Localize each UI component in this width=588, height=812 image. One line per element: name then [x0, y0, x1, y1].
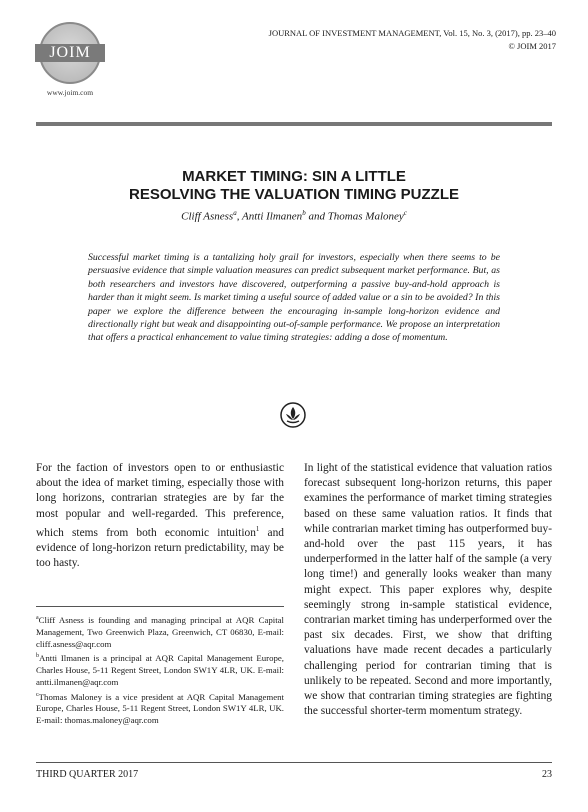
body-column-left: [36, 461, 284, 571]
footnote-mark: a: [36, 615, 39, 621]
page-number: 23: [542, 769, 552, 780]
journal-citation: [269, 27, 556, 53]
logo-text: JOIM: [35, 44, 105, 62]
footnote: [36, 613, 284, 650]
lotus-ornament-icon: [280, 402, 306, 428]
logo-emblem: [39, 22, 101, 84]
body-column-right: In light of the statistical evidence that valuation ratios forecast subsequent long-horizon returns, this paper examines the performance of market timing strategies based on these same valuation ratios. It finds that while contrarian market timing has outperformed buy-and-hold over the past 115 years, it has underperformed in the latter half of the sample (a very long time!) and generally looks weaker than many might expect. This paper explores why, despite seemingly strong in-sample statistical evidence, contrarian market timing has underperformed over the past six decades. First, we show that drifting valuations have made recent decades a particularly challenging period for contrarian timing that is unlikely to be repeated. Second and more importantly, we show that contrarian timing strategies are fighting the successful shorter-term momentum strategy.: [304, 462, 552, 718]
footnote-text: Antti Ilmanen is a principal at AQR Capital Management Europe, Charles House, 5-11 Regent Street, London SW1Y 4LR, UK. E-mail: antti.ilmanen@aqr.com: [36, 653, 284, 687]
header-rule: [36, 122, 552, 126]
body-text: and evidence of long-horizon return predictability, may be too hasty.: [36, 526, 285, 570]
journal-logo: [30, 22, 110, 97]
author-name: Antti Ilmanen: [242, 210, 303, 223]
author-mark: a: [233, 209, 237, 217]
journal-line: JOURNAL OF INVESTMENT MANAGEMENT, Vol. 15, No. 3, (2017), pp. 23–40: [268, 28, 556, 38]
abstract: Successful market timing is a tantalizing holy grail for investors, especially when there seems to be persuasive evidence that simple valuation measures can predict subsequent market performance. But, as both researchers and investors have discovered, outperforming a passive buy-and-hold approach is harder than it might seem. Is market timing a useful source of added value or a sin to be avoided? In this paper we explore the difference between the encouraging in-sample long-horizon evidence and directionally right but weak and disappointing out-of-sample performance. We propose an interpretation that offers a practical enhancement to value timing strategies: adding a dose of momentum.: [88, 252, 500, 344]
article-title: [0, 168, 588, 204]
author-name: Thomas Maloney: [327, 210, 404, 223]
author-name: Cliff Asness: [181, 210, 234, 223]
author-separator: and: [305, 210, 328, 223]
author-separator: ,: [236, 210, 242, 223]
footnote-text: Thomas Maloney is a vice president at AQR Capital Management Europe, Charles House, 5-11 Regent Street, London SW1Y 4LR, UK. E-mail: thomas.maloney@aqr.com: [36, 691, 284, 726]
logo-url[interactable]: www.joim.com: [46, 88, 94, 97]
title-line-1: MARKET TIMING: SIN A LITTLE: [182, 168, 406, 185]
copyright: © JOIM 2017: [508, 41, 556, 51]
footnote-rule: [36, 606, 284, 607]
footnotes: [36, 613, 284, 728]
footnote-mark: c: [36, 691, 39, 698]
author-list: [0, 209, 588, 223]
footnote-text: Cliff Asness is founding and managing principal at AQR Capital Management, Two Greenwich Plaza, Greenwich, CT 06830, E-mail: cliff.asness@aqr.com: [36, 614, 284, 649]
title-line-2: RESOLVING THE VALUATION TIMING PUZZLE: [129, 186, 459, 203]
author-mark: c: [403, 209, 407, 217]
footnote: [36, 690, 284, 727]
footnote-mark: b: [36, 653, 39, 660]
issue-label: THIRD QUARTER 2017: [36, 769, 139, 780]
author-mark: b: [302, 209, 306, 217]
body-text: For the faction of investors open to or enthusiastic about the idea of market timing, especially those with long horizons, contrarian strategies are by far the most popular and well-regarded. This preference, which stems from both economic intuition: [36, 462, 284, 539]
footer-rule: [36, 762, 552, 763]
footnote: [36, 651, 284, 688]
footnote-ref[interactable]: 1: [255, 524, 260, 533]
